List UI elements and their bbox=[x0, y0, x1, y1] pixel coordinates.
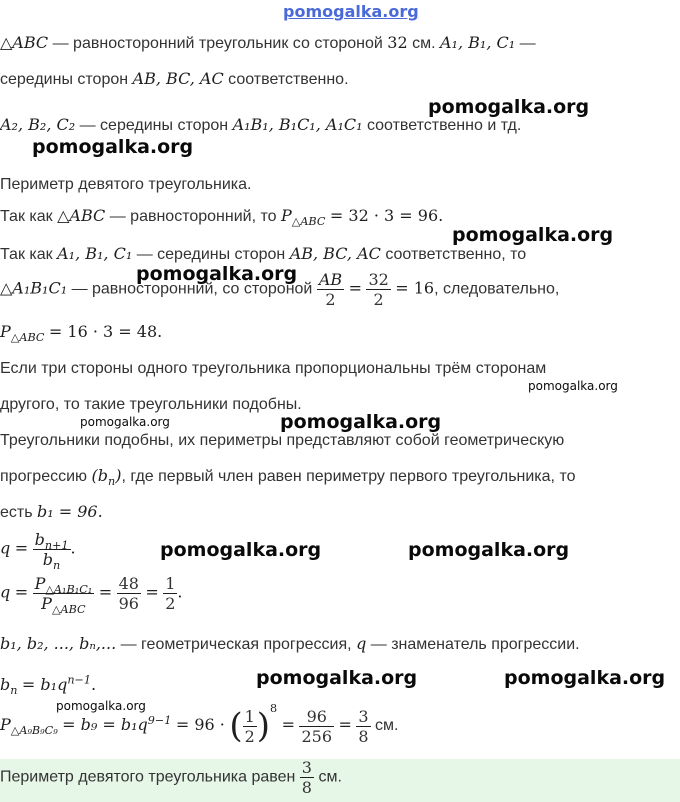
line-10: другого, то такие треугольники подобны. bbox=[0, 396, 302, 413]
fraction-perims: $\frac{P_{\triangle A_1B_1C_1}}{P_{\triangle ABC}}$ bbox=[34, 574, 93, 617]
watermark: pomogalka.org bbox=[256, 667, 418, 689]
text: см. bbox=[374, 717, 399, 735]
line-16 bbox=[0, 634, 580, 654]
line-3 bbox=[0, 115, 521, 135]
line-15: q = $\frac{P_{\triangle A_1B_1C_1}}{P_{\triangle ABC}}$ = $\frac{48}{96}$ = $\frac{1}{2}$ . bbox=[0, 574, 183, 617]
math-a1b1c1: A₁, B₁, C₁ bbox=[440, 33, 516, 52]
watermark-link[interactable]: pomogalka.org bbox=[283, 2, 419, 21]
line-4: Периметр девятого треугольника. bbox=[0, 176, 252, 193]
line-14: q = $\frac{b_{n+1}}{b_n}$ . bbox=[0, 530, 76, 573]
math-sides: AB, BC, AC bbox=[289, 244, 381, 263]
math-perim-48: = 16 · 3 = 48. bbox=[48, 322, 163, 341]
line-13 bbox=[0, 502, 103, 522]
answer-line bbox=[0, 758, 342, 797]
line-8: $P_{\triangle ABC} = 16 \cdot 3 = 48$. bbox=[0, 322, 163, 345]
text: см. bbox=[412, 35, 436, 52]
math-sides: AB, BC, AC bbox=[132, 69, 224, 88]
math-a1b1c1: A₁, B₁, C₁ bbox=[57, 244, 133, 263]
text: — равносторонний треугольник со стороной bbox=[52, 35, 383, 52]
fraction-1-2: $\frac{1}{2}$ bbox=[165, 574, 176, 613]
line-1: △ABC — равносторонний треугольник со стороной 32 см. A₁, B₁, C₁ — bbox=[0, 33, 536, 52]
watermark: pomogalka.org bbox=[428, 96, 590, 118]
watermark: pomogalka.org bbox=[452, 224, 614, 246]
line-5: Так как △ABC — равносторонний, то $P_{\triangle ABC} = 32 \cdot 3 = 96$. bbox=[0, 206, 444, 229]
text: — геометрическая прогрессия, bbox=[120, 636, 352, 653]
watermark: pomogalka.org bbox=[136, 263, 298, 285]
line-18: $P_{\triangle A_9B_9C_9} = b_9 = b_1q^{9-1} = 96$ · ( $\frac{1}{2}$ )$^8$ = $\frac{96}{256}$ = $\frac{3}{8}$ см. bbox=[0, 702, 399, 746]
math-side: 32 bbox=[387, 33, 408, 52]
text: соответственно, то bbox=[385, 246, 527, 263]
math-triangle-abc: △ABC bbox=[0, 33, 49, 52]
text: середины сторон bbox=[0, 71, 129, 88]
fraction-q: $\frac{b_{n+1}}{b_n}$ bbox=[34, 530, 69, 573]
math-bn: = b₁q bbox=[21, 675, 68, 694]
line-7: △A₁B₁C₁ — равносторонний, со стороной $\frac{AB}{2}$ = $\frac{32}{2}$ = 16, следовательно, bbox=[0, 270, 560, 309]
text: — середины сторон bbox=[79, 117, 229, 134]
watermark: pomogalka.org bbox=[528, 379, 618, 393]
watermark: pomogalka.org bbox=[32, 136, 194, 158]
math-perim-eq: = 32 · 3 = 96. bbox=[329, 206, 444, 225]
line-17: $b_n = b_1q^{n-1}$. bbox=[0, 673, 97, 698]
line-12: прогрессию $(b_n)$, где первый член равен периметру первого треугольника, то bbox=[0, 466, 576, 489]
line-2 bbox=[0, 69, 349, 89]
watermark: pomogalka.org bbox=[280, 411, 442, 433]
fraction-ab-2: $\frac{AB}{2}$ bbox=[318, 270, 343, 309]
math-seq: b₁, b₂, ..., bₙ,... bbox=[0, 634, 117, 653]
fraction-3-8: $\frac{3}{8}$ bbox=[301, 758, 312, 797]
text: — знаменатель прогрессии. bbox=[370, 636, 580, 653]
text: соответственно. bbox=[228, 71, 349, 88]
answer-text: Периметр девятого треугольника равен bbox=[0, 768, 296, 786]
answer-unit: см. bbox=[318, 768, 342, 786]
text: соответственно и тд. bbox=[366, 117, 522, 134]
line-6 bbox=[0, 244, 526, 264]
fraction-48-96: $\frac{48}{96}$ bbox=[118, 574, 139, 613]
fraction-3-8: $\frac{3}{8}$ bbox=[358, 706, 369, 746]
text: прогрессию bbox=[0, 468, 88, 485]
text: есть bbox=[0, 504, 33, 521]
fraction-96-256: $\frac{96}{256}$ bbox=[301, 706, 333, 746]
fraction-32-2: $\frac{32}{2}$ bbox=[368, 270, 389, 309]
watermark: pomogalka.org bbox=[408, 539, 570, 561]
text: , следовательно, bbox=[434, 280, 560, 298]
text: Так как bbox=[0, 208, 53, 225]
text: — равносторонний, то bbox=[109, 208, 277, 225]
math-midsides: A₁B₁, B₁C₁, A₁C₁ bbox=[232, 115, 363, 134]
text: — середины сторон bbox=[136, 246, 286, 263]
watermark: pomogalka.org bbox=[80, 415, 170, 429]
math-eq-16: = 16 bbox=[395, 278, 435, 298]
line-9: Если три стороны одного треугольника пропорциональны трём сторонам bbox=[0, 360, 547, 377]
text: , где первый член равен периметру первого треугольника, то bbox=[121, 468, 576, 485]
math-q: q bbox=[356, 634, 367, 653]
math-p9: = b₉ = b₁q bbox=[62, 715, 148, 735]
math-triangle-abc: △ABC bbox=[57, 206, 106, 225]
fraction-1-2: $\frac{1}{2}$ bbox=[244, 706, 255, 746]
math-eq-96: = 96 · bbox=[175, 715, 225, 735]
math-b1: b₁ = 96. bbox=[37, 502, 103, 521]
line-11: Треугольники подобны, их периметры представляют собой геометрическую bbox=[0, 432, 565, 449]
math-a2b2c2: A₂, B₂, C₂ bbox=[0, 115, 76, 134]
watermark: pomogalka.org bbox=[160, 539, 322, 561]
math-triangle-a1b1c1: △A₁B₁C₁ bbox=[0, 278, 68, 298]
text: — равносторонний, со стороной bbox=[71, 280, 313, 298]
watermark: pomogalka.org bbox=[504, 667, 666, 689]
text: Так как bbox=[0, 246, 53, 263]
watermark: pomogalka.org bbox=[56, 699, 146, 713]
